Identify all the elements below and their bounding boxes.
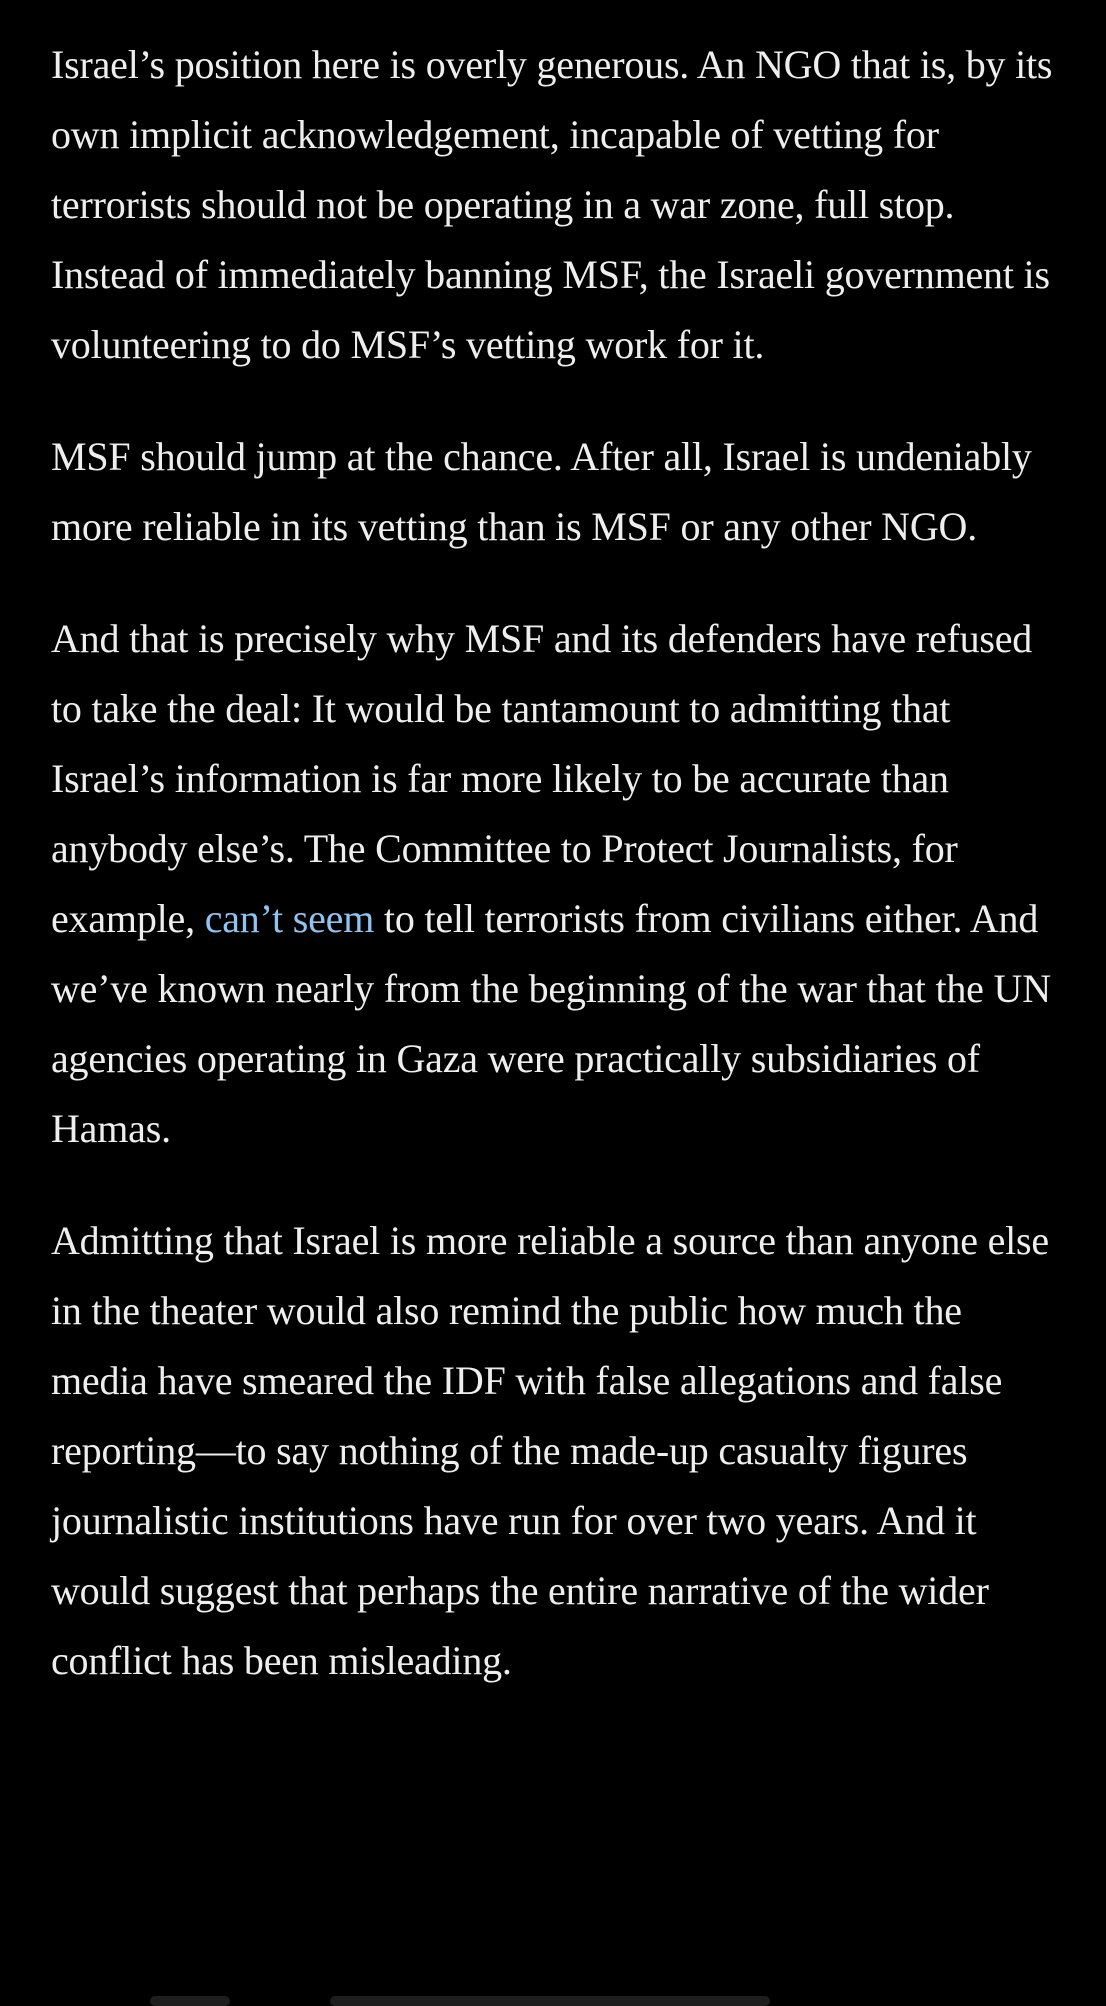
paragraph-1: Israel’s position here is overly generous. An NGO that is, by its own implicit acknowledgement, incapable of vetting for terrorists should not be operating in a war zone, full stop. Instead of immediately banning MSF, the Israeli government is volunteering to do MSF’s vetting work for it. <box>51 42 1053 367</box>
bottom-edge-shape-left <box>150 1996 230 2006</box>
paragraph-2: MSF should jump at the chance. After all, Israel is undeniably more reliable in its vetting than is MSF or any other NGO. <box>51 434 1032 549</box>
cant-seem-link[interactable]: can’t seem <box>204 896 375 941</box>
paragraph-3 <box>51 604 1066 1164</box>
paragraph-3-text-after: to tell terrorists from civilians either. And we’ve known nearly from the beginning of the war that the UN agencies operating in Gaza were practically subsidiaries of Hamas. <box>51 896 1051 1151</box>
bottom-edge-shape-center <box>330 1996 770 2006</box>
paragraph-4: Admitting that Israel is more reliable a source than anyone else in the theater would also remind the public how much the media have smeared the IDF with false allegations and false reporting—to say nothing of the made-up casualty figures journalistic institutions have run for over two years. And it would suggest that perhaps the entire narrative of the wider conflict has been misleading. <box>51 1218 1049 1683</box>
article-body <box>51 30 1066 1738</box>
bottom-edge-element <box>0 1986 1106 2000</box>
paragraph-3-text-before: And that is precisely why MSF and its defenders have refused to take the deal: It would be tantamount to admitting that Israel’s information is far more likely to be accurate than anybody else’s. The Committee to Protect Journalists, for example, <box>51 616 1033 941</box>
